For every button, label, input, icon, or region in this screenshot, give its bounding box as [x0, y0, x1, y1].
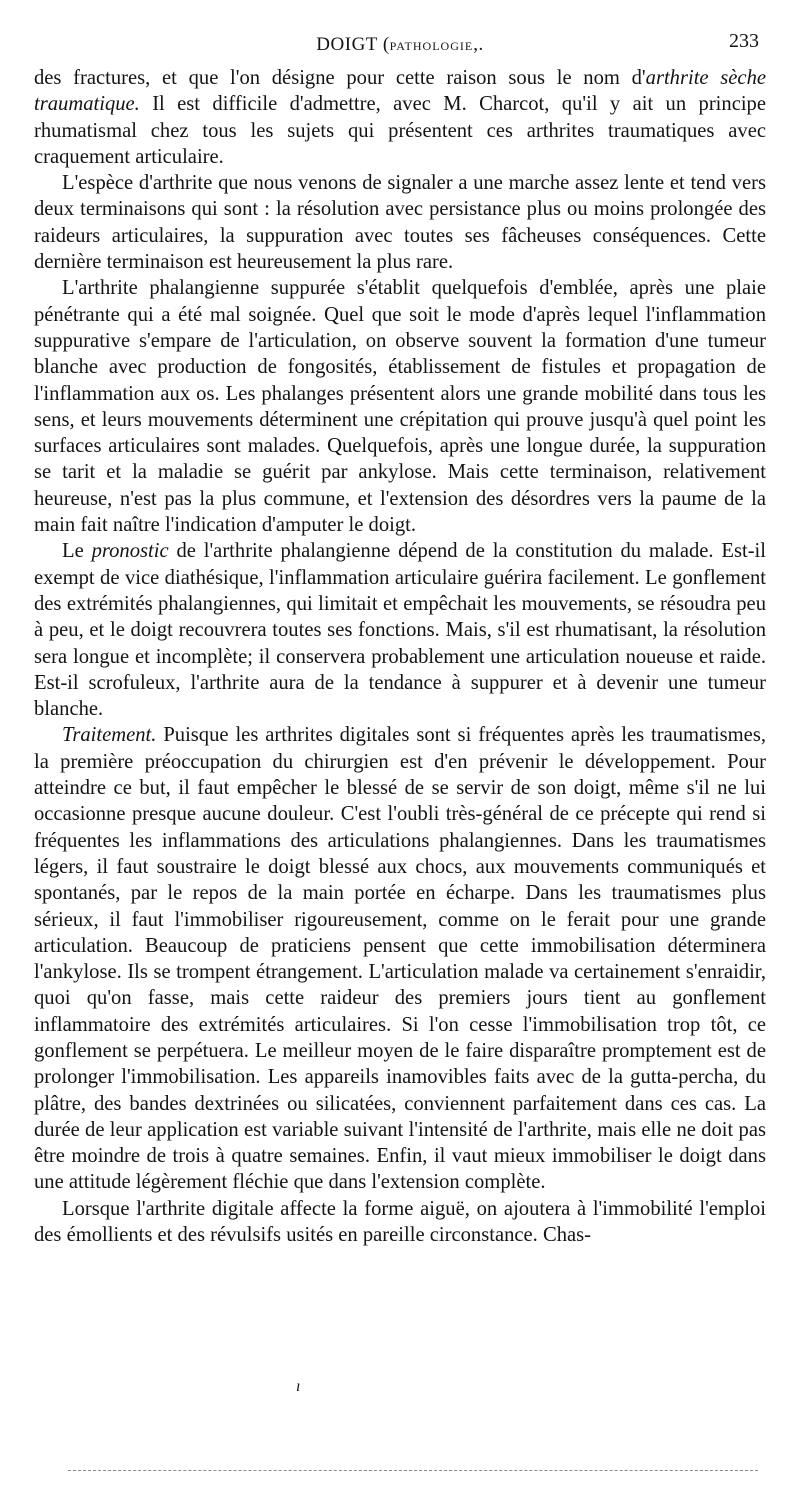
paragraph	[34, 538, 766, 722]
paragraph-text: L'arthrite phalangienne suppurée s'établit quelquefois d'emblée, après une plaie pénétrante qui a été mal soignée. Quel que soit le mode d'après lequel l'inflammation suppurative s'empare de l'articulation, on observe souvent la formation d'une tumeur blanche avec production de fongosités, établissement de fistules et propagation de l'inflammation aux os. Les phalanges présentent alors une grande mobilité dans tous les sens, et leurs mouvements déterminent une crépitation qui prouve jusqu'à quel point les surfaces articulaires sont malades. Quelquefois, après une longue durée, la suppuration se tarit et la maladie se guérit par ankylose. Mais cette terminaison, relativement heureuse, n'est pas la plus commune, et l'extension des désordres vers la paume de la main fait naître l'indication d'amputer le doigt.	[34, 277, 766, 537]
italic-text: Traitement.	[62, 724, 157, 747]
page-number: 233	[729, 30, 759, 52]
footer-mark: ı	[296, 1378, 301, 1395]
running-head-open-paren: (	[382, 34, 390, 55]
paragraph	[34, 65, 766, 170]
paragraph	[34, 275, 766, 538]
paragraph	[34, 170, 766, 275]
bottom-rule	[68, 1470, 758, 1471]
paragraph-text: Le	[62, 540, 92, 563]
paragraph-text: Puisque les arthrites digitales sont si fréquentes après les traumatismes, la première préoccupation du chirurgien est d'en prévenir le développement. Pour atteindre ce but, il faut empêcher le blessé de se servir de son doigt, même s'il ne lui occasionne presque aucune douleur. C'est l'oubli très-général de ce précepte qui rend si fréquentes les inflammations des articulations phalangiennes. Dans les traumatismes légers, il faut soustraire le doigt blessé aux chocs, aux mouvements communiqués et spontanés, par le repos de la main portée en écharpe. Dans les traumatismes plus sérieux, il faut l'immobiliser rigoureusement, comme on le ferait pour une grande articulation. Beaucoup de praticiens pensent que cette immobilisation déterminera l'ankylose. Ils se trompent étrangement. L'articulation malade va certainement s'enraidir, quoi qu'on fasse, mais cette raideur des premiers jours tient au gonflement inflammatoire des extrémités articulaires. Si l'on cesse l'immobilisation trop tôt, ce gonflement se perpétuera. Le meilleur moyen de le faire disparaître promptement est de prolonger l'immobilisation. Les appareils inamovibles faits avec de la gutta-percha, du plâtre, des bandes dextrinées ou silicatées, conviennent parfaitement dans ces cas. La durée de leur application est variable suivant l'intensité de l'arthrite, mais elle ne doit pas être moindre de trois à quatre semaines. Enfin, il vaut mieux immobiliser le doigt dans une attitude légèrement fléchie que dans l'extension complète.	[34, 724, 766, 1194]
running-head-subtitle: PATHOLOGIE	[389, 39, 474, 53]
paragraph-text: Lorsque l'arthrite digitale affecte la forme aiguë, on ajoutera à l'immobilité l'emploi des émollients et des révulsifs usités en pareille circonstance. Chas-	[34, 1197, 766, 1247]
paragraph-text: des fractures, et que l'on désigne pour cette raison sous le nom d'	[34, 67, 646, 89]
body-text	[34, 65, 766, 1248]
running-head	[35, 34, 765, 56]
italic-text: arthrite sèche traumatique.	[34, 67, 767, 116]
page-header	[35, 30, 765, 66]
paragraph-text: L'espèce d'arthrite que nous venons de signaler a une marche assez lente et tend vers deux terminaisons qui sont : la résolution avec persistance plus ou moins prolongée des raideurs articulaires, la suppuration avec toutes ses fâcheuses conséquences. Cette dernière terminaison est heureusement la plus rare.	[34, 172, 766, 274]
running-head-close-mark: ,.	[473, 34, 484, 55]
paragraph	[34, 722, 766, 1195]
paragraph-text: de l'arthrite phalangienne dépend de la constitution du malade. Est-il exempt de vice diathésique, l'inflammation articulaire guérira facilement. Le gonflement des extrémités phalangiennes, qui limitait et empêchait les mouvements, se résoudra peu à peu, et le doigt recouvrera toutes ses fonctions. Mais, s'il est rhumatisant, la résolution sera longue et incomplète; il conservera probablement une articulation noueuse et raide. Est-il scrofuleux, l'arthrite aura de la tendance à suppurer et à devenir une tumeur blanche.	[34, 540, 767, 721]
italic-text: pronostic	[91, 540, 169, 563]
running-head-title: DOIGT	[316, 34, 378, 55]
paragraph-text: Il est difficile d'admettre, avec M. Charcot, qu'il y ait un principe rhumatismal chez tous les sujets qui présentent ces arthrites traumatiques avec craquement articulaire.	[34, 93, 766, 168]
paragraph	[34, 1196, 766, 1249]
